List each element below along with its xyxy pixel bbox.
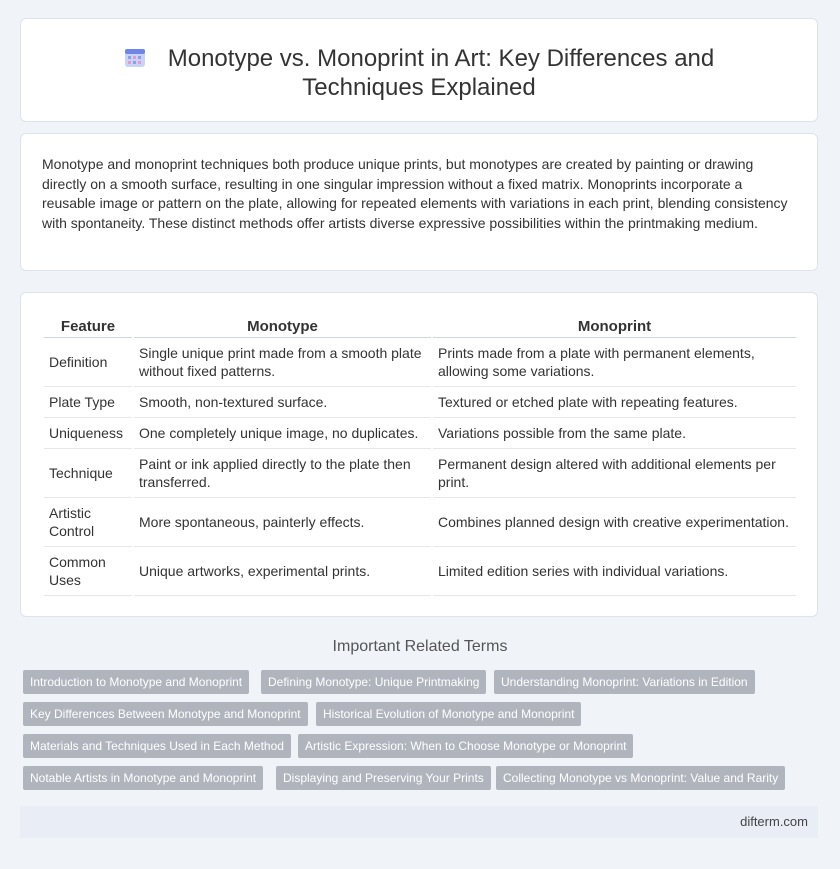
table-row <box>44 449 796 498</box>
footer <box>20 806 818 838</box>
feature-cell: Technique <box>44 449 132 498</box>
monotype-cell: Single unique print made from a smooth plate without fixed patterns. <box>134 338 431 387</box>
monotype-cell: Smooth, non-textured surface. <box>134 387 431 418</box>
related-term-tag[interactable]: Understanding Monoprint: Variations in Edition <box>494 670 755 694</box>
feature-cell: Artistic Control <box>44 498 132 547</box>
related-term-tag[interactable]: Introduction to Monotype and Monoprint <box>23 670 249 694</box>
monotype-cell: Unique artworks, experimental prints. <box>134 547 431 596</box>
monoprint-cell: Variations possible from the same plate. <box>433 418 796 449</box>
related-term-tag[interactable]: Materials and Techniques Used in Each Method <box>23 734 291 758</box>
header-monotype: Monotype <box>134 315 431 338</box>
header-monoprint: Monoprint <box>433 315 796 338</box>
site-link[interactable]: difterm.com <box>740 814 808 829</box>
feature-cell: Definition <box>44 338 132 387</box>
monoprint-cell: Limited edition series with individual variations. <box>433 547 796 596</box>
table-row <box>44 418 796 449</box>
related-term-tag[interactable]: Key Differences Between Monotype and Monoprint <box>23 702 308 726</box>
related-terms-title: Important Related Terms <box>332 638 508 655</box>
header-card <box>20 18 818 122</box>
comparison-table <box>42 315 798 596</box>
table-row <box>44 338 796 387</box>
monotype-cell: More spontaneous, painterly effects. <box>134 498 431 547</box>
monoprint-cell: Textured or etched plate with repeating features. <box>433 387 796 418</box>
page-title <box>21 44 817 102</box>
related-term-tag[interactable]: Notable Artists in Monotype and Monoprint <box>23 766 263 790</box>
related-term-tag[interactable]: Collecting Monotype vs Monoprint: Value and Rarity <box>496 766 785 790</box>
related-term-tag[interactable]: Historical Evolution of Monotype and Monoprint <box>316 702 581 726</box>
page-title-text: Monotype vs. Monoprint in Art: Key Differences and Techniques Explained <box>167 45 715 101</box>
monoprint-cell: Prints made from a plate with permanent elements, allowing some variations. <box>433 338 796 387</box>
comparison-card <box>20 292 818 617</box>
feature-cell: Plate Type <box>44 387 132 418</box>
intro-card <box>20 133 818 271</box>
header-feature: Feature <box>44 315 132 338</box>
monoprint-cell: Permanent design altered with additional elements per print. <box>433 449 796 498</box>
monotype-cell: One completely unique image, no duplicates. <box>134 418 431 449</box>
monoprint-cell: Combines planned design with creative experimentation. <box>433 498 796 547</box>
table-header-row <box>44 315 796 338</box>
table-row <box>44 498 796 547</box>
monotype-cell: Paint or ink applied directly to the plate then transferred. <box>134 449 431 498</box>
intro-text: Monotype and monoprint techniques both produce unique prints, but monotypes are created by painting or drawing directly on a smooth surface, resulting in one singular impression without a fixed matrix. Monoprints incorporate a reusable image or pattern on the plate, allowing for repeated elements with variations in each print, blending consistency with spontaneity. These distinct methods offer artists diverse expressive possibilities within the printmaking medium. <box>42 156 788 231</box>
feature-cell: Common Uses <box>44 547 132 596</box>
table-row <box>44 387 796 418</box>
related-term-tag[interactable]: Artistic Expression: When to Choose Monotype or Monoprint <box>298 734 633 758</box>
related-term-tag[interactable]: Displaying and Preserving Your Prints <box>276 766 491 790</box>
table-row <box>44 547 796 596</box>
table-icon <box>124 47 146 69</box>
feature-cell: Uniqueness <box>44 418 132 449</box>
related-term-tag[interactable]: Defining Monotype: Unique Printmaking <box>261 670 486 694</box>
